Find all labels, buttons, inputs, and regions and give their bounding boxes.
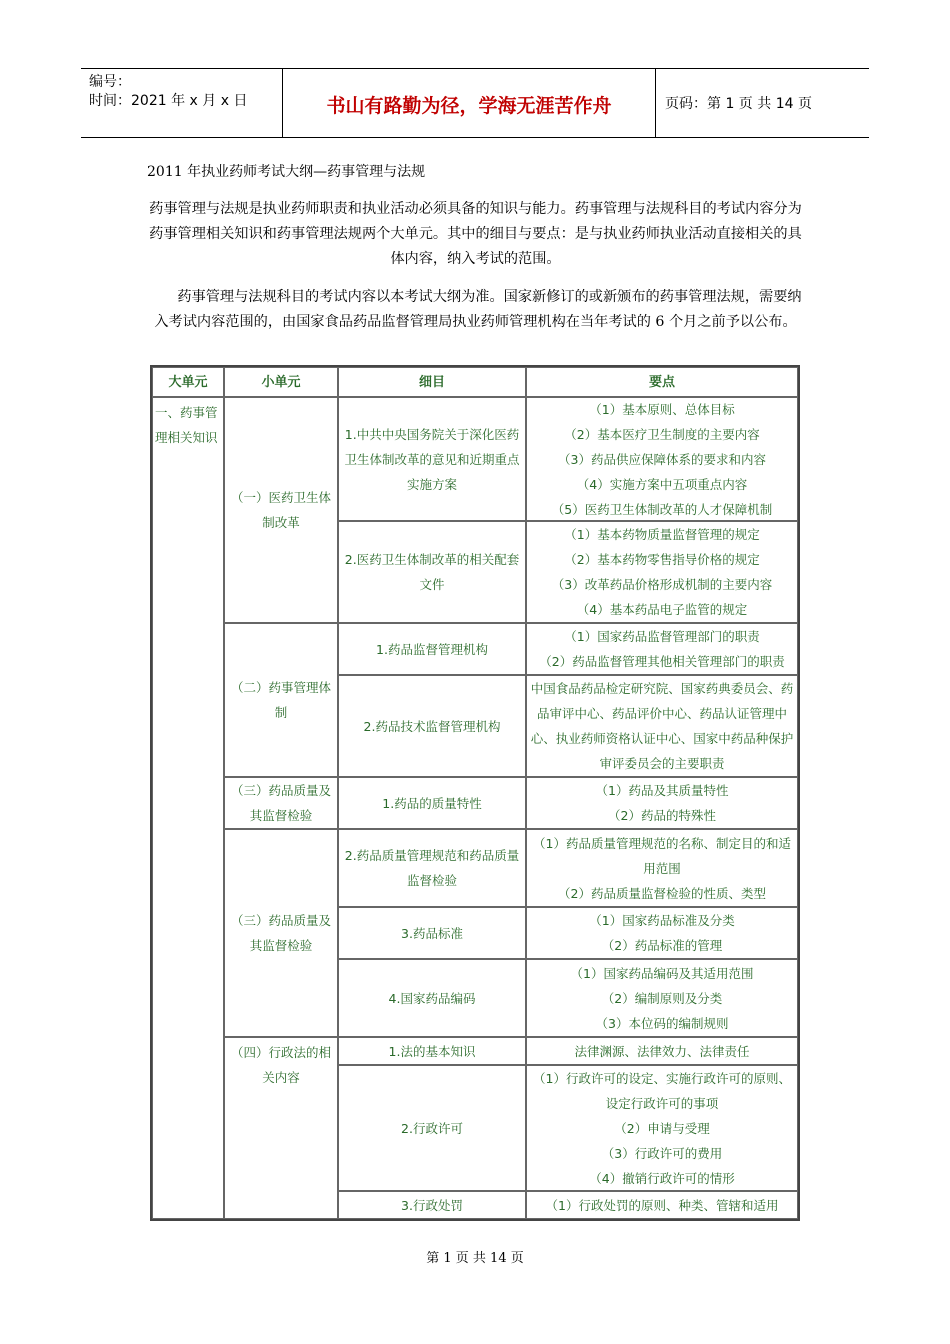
time-label: 时间：2021 年 x 月 x 日: [89, 93, 248, 109]
scope-paragraph: 药事管理与法规科目的考试内容以本考试大纲为准。国家新修订的或新颁布的药事管理法规，需要纳入考试内容范围的，由国家食品药品监督管理局执业药师管理机构在当年考试的 6 个月之前予以公布。: [154, 289, 802, 330]
item-label: 1.药品监督管理机构: [376, 641, 488, 657]
point-line: （1）行政许可的设定、实施行政许可的原则、设定行政许可的事项: [533, 1070, 791, 1111]
table-cell-item: [338, 1065, 526, 1191]
table-cell-item: [338, 397, 526, 521]
table-cell-item: [338, 1037, 526, 1065]
point-line: （1）国家药品监督管理部门的职责: [564, 629, 760, 644]
point-line: （1）基本原则、总体目标: [589, 401, 735, 417]
table-cell-points: [526, 1191, 798, 1219]
subunit-label: （三）药品质量及其监督检验: [230, 783, 331, 823]
table-cell-points: [526, 1065, 798, 1191]
item-label: 1.中共中央国务院关于深化医药卫生体制改革的意见和近期重点实施方案: [344, 426, 520, 492]
header-divider: [655, 69, 656, 137]
item-label: 4.国家药品编码: [388, 990, 476, 1006]
table-cell-points: [526, 675, 798, 777]
point-line: （1）药品质量管理规范的名称、制定目的和适用范围: [533, 835, 791, 876]
point-line: （2）药品监督管理其他相关管理部门的职责: [539, 654, 785, 669]
table-cell-item: [338, 829, 526, 907]
point-line: （1）国家药品编码及其适用范围: [570, 965, 754, 981]
table-cell-points: [526, 907, 798, 959]
point-line: （3）本位码的编制规则: [595, 1015, 729, 1031]
subunit-label: （二）药事管理体制: [230, 680, 331, 720]
point-line: （3）药品供应保障体系的要求和内容: [558, 451, 766, 467]
header-meta: [89, 73, 247, 111]
subunit-label: （四）行政法的相关内容: [230, 1045, 331, 1085]
point-line: （1）国家药品标准及分类: [589, 913, 735, 928]
table-cell-item: [338, 623, 526, 675]
item-label: 2.药品技术监督管理机构: [363, 718, 501, 734]
table-cell-item: [338, 1191, 526, 1219]
table-cell-item: [338, 675, 526, 777]
unit-label: 一、药事管理相关知识: [155, 405, 218, 445]
table-cell-subunit: [224, 829, 338, 1037]
table-cell-subunit: [224, 777, 338, 829]
document-title: 2011 年执业药师考试大纲—药事管理与法规: [147, 164, 426, 180]
table-cell-item: [338, 907, 526, 959]
point-line: （3）改革药品价格形成机制的主要内容: [551, 577, 773, 592]
subunit-label: （一）医药卫生体制改革: [230, 490, 331, 530]
point-line: （5）医药卫生体制改革的人才保障机制: [551, 501, 773, 517]
table-cell-item: [338, 521, 526, 623]
intro-paragraph: 药事管理与法规是执业药师职责和执业活动必须具备的知识与能力。药事管理与法规科目的考试内容分为药事管理相关知识和药事管理法规两个大单元。其中的细目与要点：是与执业药师执业活动直接相关的具体内容，纳入考试的范围。: [149, 201, 802, 267]
table-cell-unit: [152, 397, 224, 1219]
point-line: （4）撤销行政许可的情形: [589, 1170, 735, 1186]
table-cell-points: [526, 521, 798, 623]
point-line: （2）药品标准的管理: [601, 938, 723, 953]
table-cell-subunit: [224, 1037, 338, 1219]
item-label: 1.法的基本知识: [388, 1043, 476, 1059]
point-line: （2）基本医疗卫生制度的主要内容: [564, 426, 760, 442]
point-line: （2）基本药物零售指导价格的规定: [564, 552, 760, 567]
header-page-info: 页码：第 1 页 共 14 页: [665, 96, 812, 112]
table-cell-points: [526, 1037, 798, 1065]
point-line: 中国食品药品检定研究院、国家药典委员会、药品审评中心、药品评价中心、药品认证管理中心、执业药师资格认证中心、国家中药品种保护审评委员会的主要职责: [530, 681, 794, 771]
item-label: 2.行政许可: [401, 1120, 463, 1136]
point-line: （1）行政处罚的原则、种类、管辖和适用: [545, 1197, 779, 1213]
col-header-subunit: 小单元: [224, 367, 338, 397]
table-cell-subunit: [224, 623, 338, 777]
item-label: 3.药品标准: [401, 925, 463, 941]
col-header-points: 要点: [526, 367, 798, 397]
header-motto: 书山有路勤为径，学海无涯苦作舟: [326, 95, 612, 117]
table-cell-subunit: [224, 397, 338, 623]
point-line: （2）编制原则及分类: [601, 990, 723, 1006]
item-label: 1.药品的质量特性: [382, 795, 482, 811]
page-header: [81, 68, 869, 138]
table-cell-points: [526, 623, 798, 675]
syllabus-table: [150, 365, 800, 1221]
point-line: （4）基本药品电子监管的规定: [576, 602, 748, 617]
number-label: 编号：: [89, 74, 131, 90]
point-line: （1）药品及其质量特性: [595, 783, 729, 798]
point-line: 法律渊源、法律效力、法律责任: [574, 1043, 750, 1059]
point-line: （4）实施方案中五项重点内容: [576, 476, 748, 492]
col-header-item: 细目: [338, 367, 526, 397]
subunit-label: （三）药品质量及其监督检验: [230, 913, 331, 953]
item-label: 2.医药卫生体制改革的相关配套文件: [344, 552, 520, 592]
item-label: 3.行政处罚: [401, 1197, 463, 1213]
table-cell-item: [338, 959, 526, 1037]
table-cell-points: [526, 959, 798, 1037]
table-cell-item: [338, 777, 526, 829]
page-footer: 第 1 页 共 14 页: [426, 1251, 524, 1266]
table-cell-points: [526, 777, 798, 829]
table-cell-points: [526, 397, 798, 521]
point-line: （2）申请与受理: [614, 1120, 710, 1136]
point-line: （2）药品质量监督检验的性质、类型: [558, 885, 766, 901]
item-label: 2.药品质量管理规范和药品质量监督检验: [344, 848, 520, 888]
point-line: （2）药品的特殊性: [608, 808, 716, 823]
point-line: （1）基本药物质量监督管理的规定: [564, 527, 760, 542]
point-line: （3）行政许可的费用: [601, 1145, 723, 1161]
table-cell-points: [526, 829, 798, 907]
col-header-unit: 大单元: [152, 367, 224, 397]
